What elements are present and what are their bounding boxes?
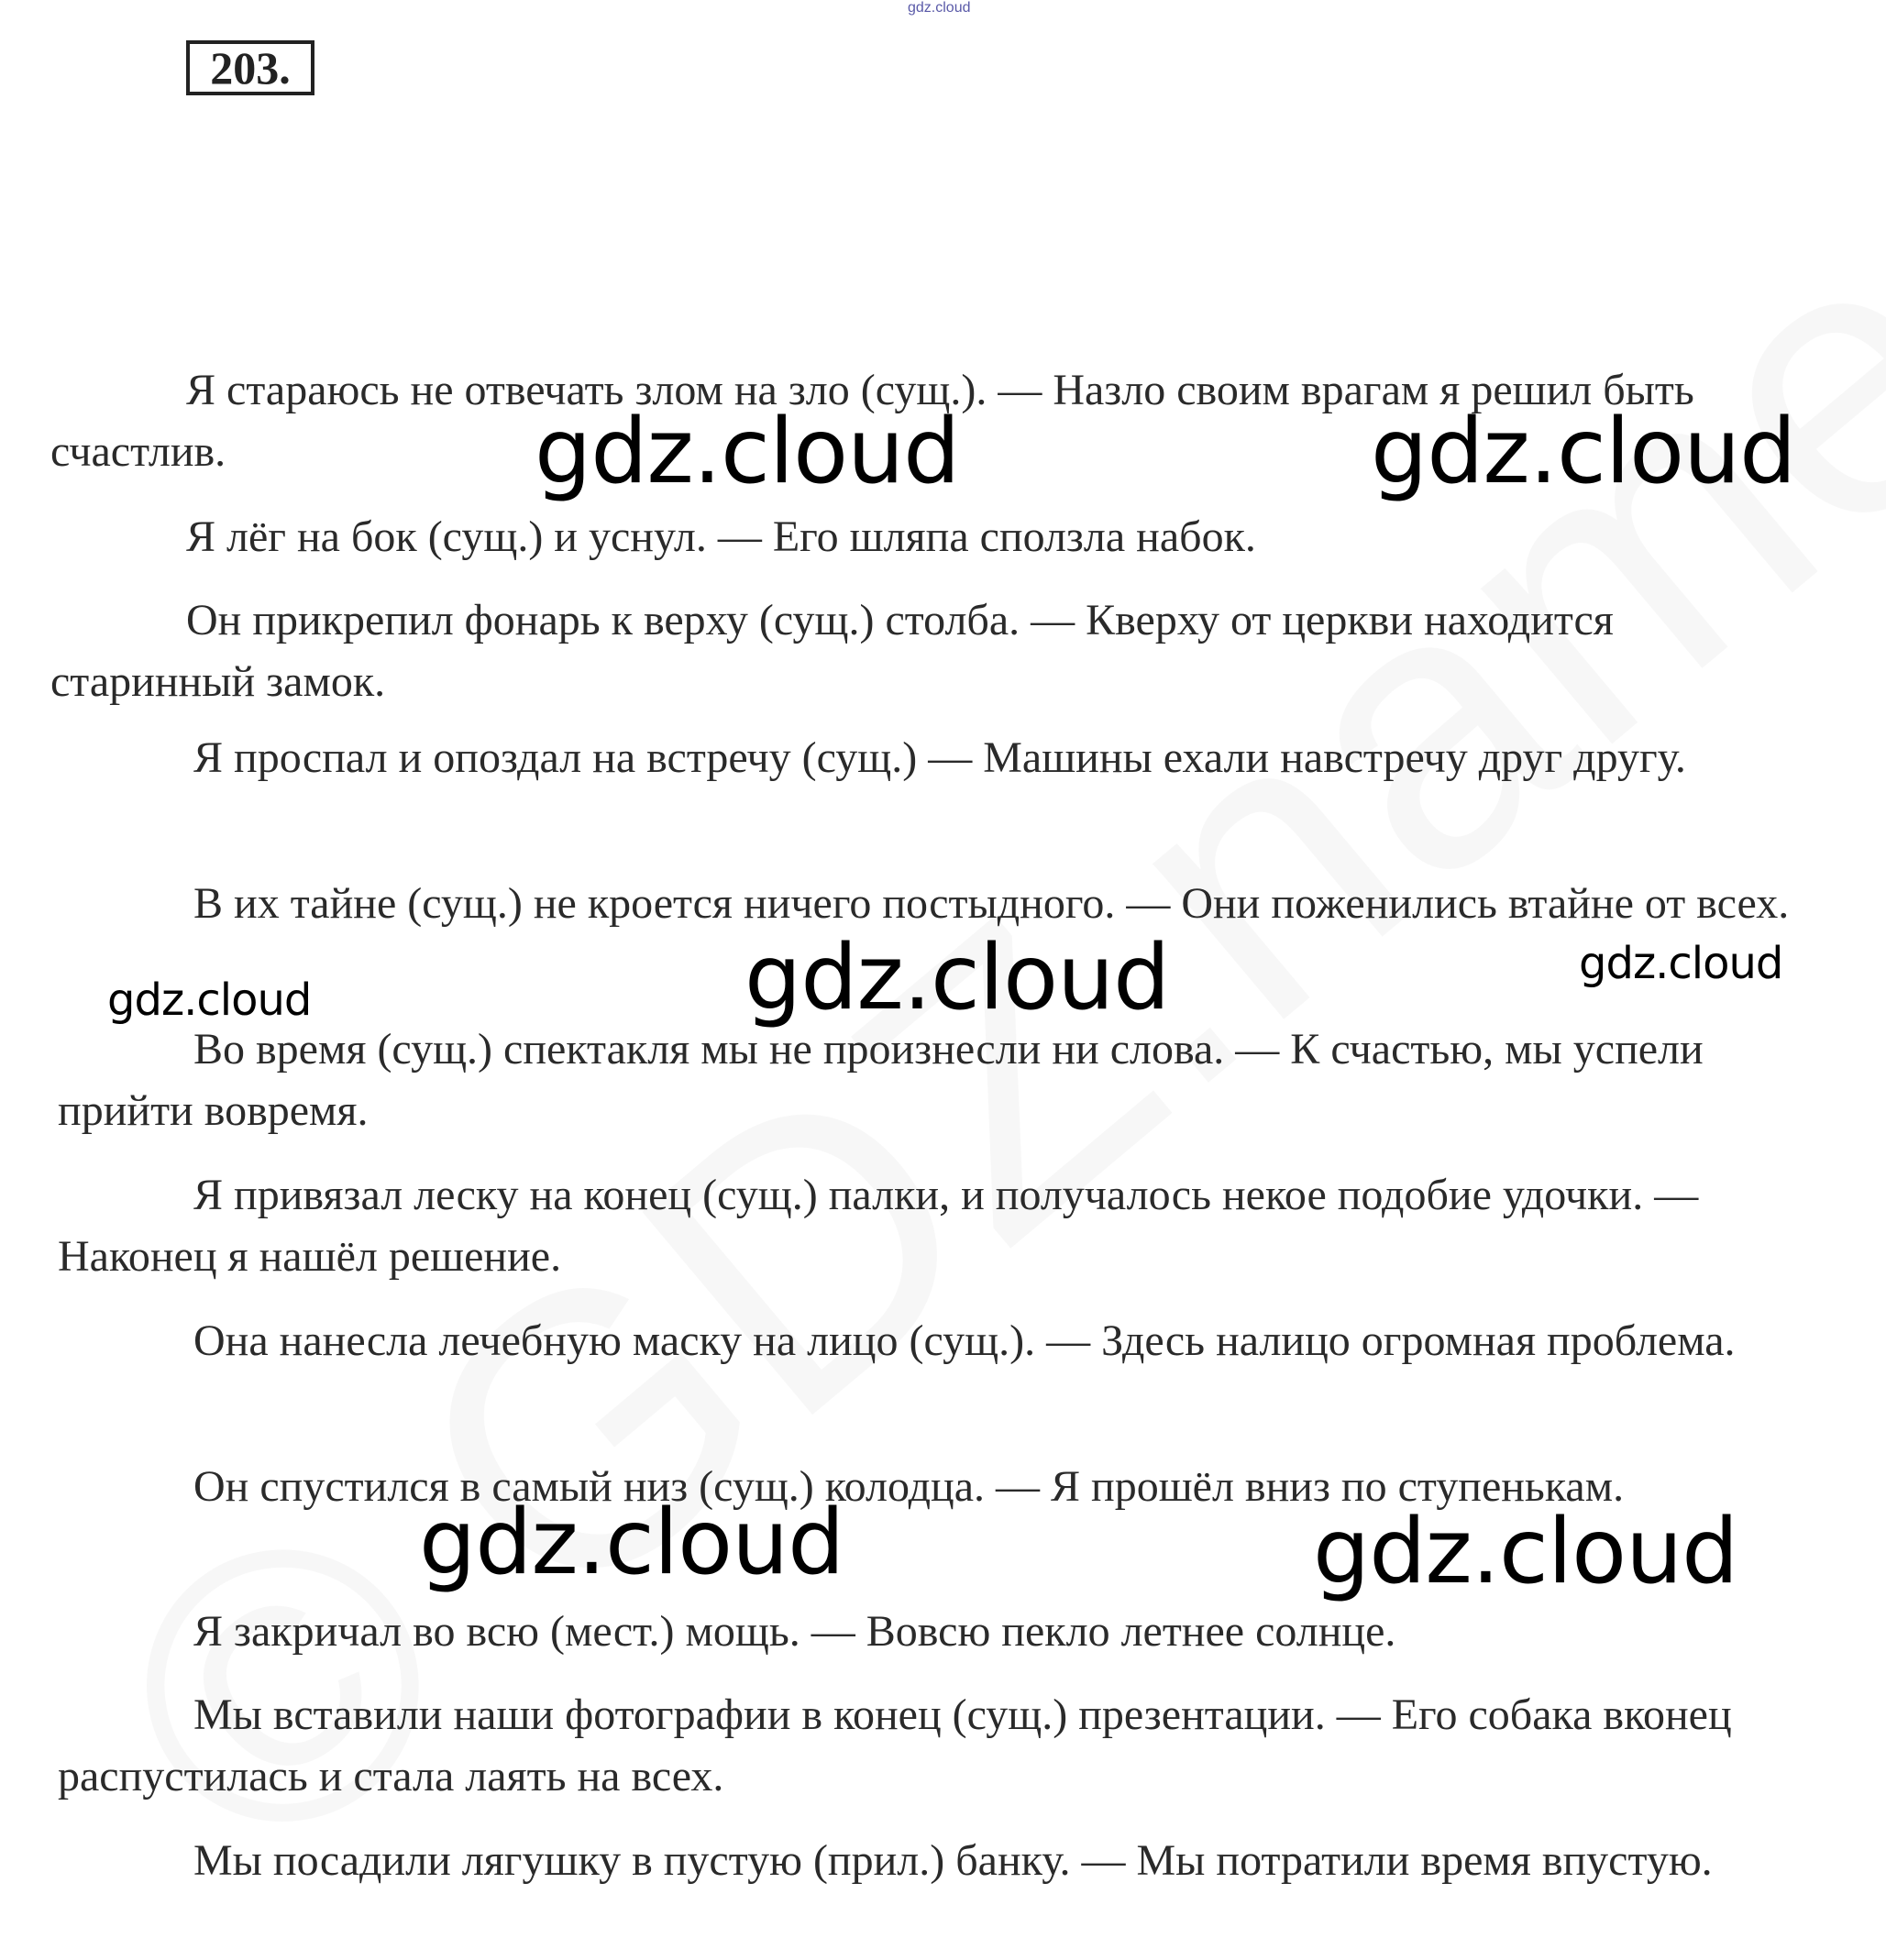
watermark-text: gdz.cloud — [1371, 400, 1796, 504]
watermark-text: gdz.cloud — [1579, 938, 1783, 989]
watermark-text: gdz.cloud — [1313, 1500, 1738, 1604]
watermark-text: gdz.cloud — [107, 974, 312, 1026]
paragraph-10: Я закричал во всю (мест.) мощь. — Вовсю пекло летнее солнце. — [193, 1607, 1396, 1656]
paragraph-12: Мы посадили лягушку в пустую (прил.) банку. — Мы потратили время впустую. — [193, 1836, 1713, 1885]
paragraph-1: Я стараюсь не отвечать злом на зло (сущ.). — Назло своим врагам я решил быть счастлив. — [50, 366, 1694, 476]
top-watermark: gdz.cloud — [908, 0, 971, 16]
watermark-text: gdz.cloud — [535, 400, 960, 504]
task-number: 203. — [186, 40, 314, 95]
paragraph-6: Во время (сущ.) спектакля мы не произнесли ни слова. — К счастью, мы успели прийти вовремя. — [58, 1025, 1704, 1135]
watermark-text: gdz.cloud — [419, 1491, 844, 1595]
paragraph-4: Я проспал и опоздал на встречу (сущ.) — Машины ехали навстречу друг другу. — [193, 733, 1686, 782]
paragraph-9: Он спустился в самый низ (сущ.) колодца. — Я прошёл вниз по ступенькам. — [193, 1462, 1625, 1511]
paragraph-5: В их тайне (сущ.) не кроется ничего постыдного. — Они поженились втайне от всех. — [193, 879, 1790, 928]
paragraph-11: Мы вставили наши фотографии в конец (сущ.) презентации. — Его собака вконец распустилась и стала лаять на всех. — [58, 1690, 1732, 1800]
watermark-text: gdz.cloud — [744, 926, 1170, 1030]
paragraph-2: Я лёг на бок (сущ.) и уснул. — Его шляпа сползла набок. — [186, 512, 1256, 561]
paragraph-7: Я привязал леску на конец (сущ.) палки, и получалось некое подобие удочки. — Наконец я нашёл решение. — [58, 1171, 1699, 1281]
paragraph-3: Он прикрепил фонарь к верху (сущ.) столба. — Кверху от церкви находится старинный замок. — [50, 596, 1614, 706]
paragraph-8: Она нанесла лечебную маску на лицо (сущ.). — Здесь налицо огромная проблема. — [193, 1316, 1736, 1365]
